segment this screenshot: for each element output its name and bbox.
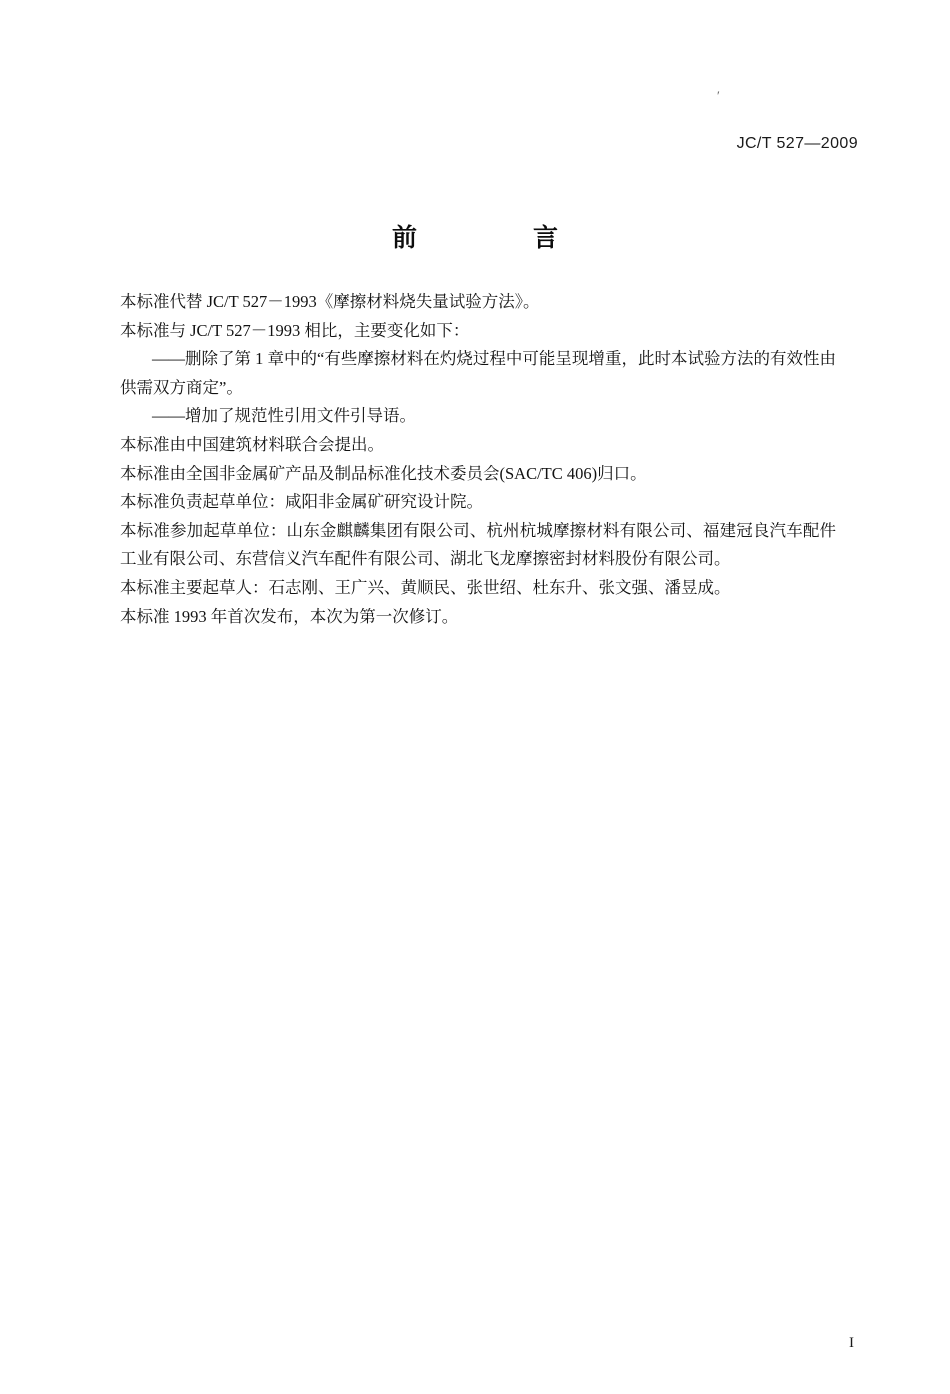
- page-title: 前 言: [391, 223, 580, 252]
- paragraph: 本标准 1993 年首次发布，本次为第一次修订。: [120, 606, 459, 626]
- paragraph: 本标准负责起草单位：咸阳非金属矿研究设计院。: [120, 492, 483, 512]
- stray-ink-mark: ′: [717, 88, 720, 103]
- paragraph-change-item: ——删除了第 1 章中的“有些摩擦材料在灼烧过程中可能呈现增重，此时本试验方法的有效性由供需双方商定”。: [120, 349, 836, 397]
- paragraph-change-item: ——增加了规范性引用文件引导语。: [152, 406, 416, 426]
- standard-code-header: JC/T 527—2009: [736, 135, 858, 152]
- paragraph: 本标准由中国建筑材料联合会提出。: [120, 434, 384, 454]
- page-number: I: [849, 1335, 854, 1351]
- paragraph: 本标准代替 JC/T 527－1993《摩擦材料烧失量试验方法》。: [120, 292, 540, 311]
- paragraph: 本标准与 JC/T 527－1993 相比，主要变化如下：: [120, 320, 470, 340]
- paragraph: 本标准由全国非金属矿产品及制品标准化技术委员会(SAC/TC 406)归口。: [120, 463, 647, 483]
- paragraph: 本标准主要起草人：石志刚、王广兴、黄顺民、张世绍、杜东升、张文强、潘昱成。: [120, 577, 731, 597]
- paragraph: 本标准参加起草单位：山东金麒麟集团有限公司、杭州杭城摩擦材料有限公司、福建冠良汽车配件工业有限公司、东营信义汽车配件有限公司、湖北飞龙摩擦密封材料股份有限公司。: [120, 520, 836, 569]
- foreword-body: [120, 288, 836, 631]
